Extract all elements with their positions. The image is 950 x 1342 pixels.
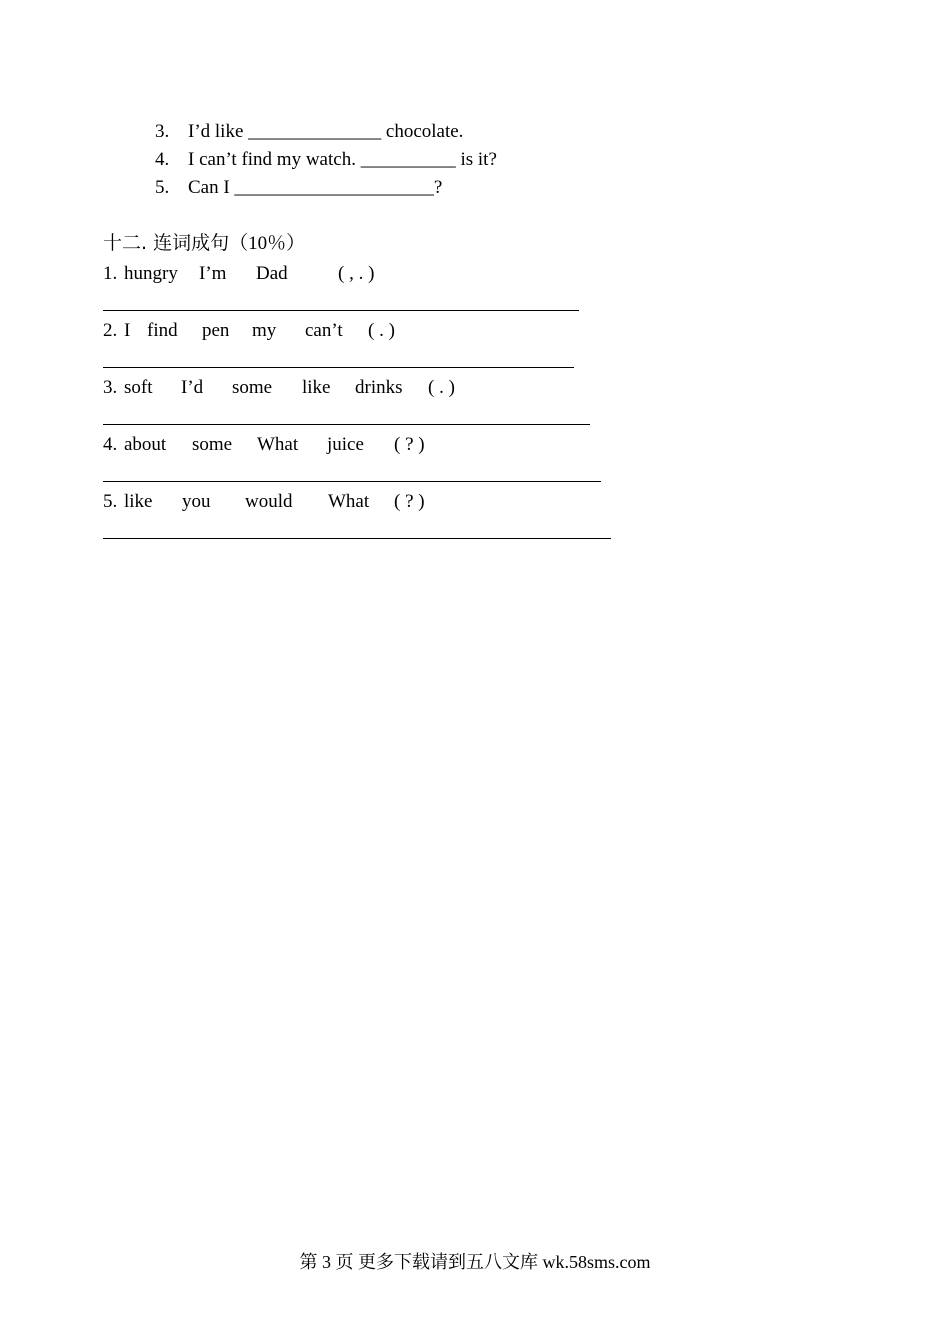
- section-percent: 10％: [248, 233, 287, 254]
- section-title: 十二. 连词成句（: [103, 232, 249, 254]
- punctuation-hint: ( , . ): [338, 263, 375, 284]
- punctuation-hint: ( . ): [368, 320, 395, 341]
- answer-line[interactable]: [103, 424, 590, 425]
- answer-line[interactable]: [103, 481, 601, 482]
- word: juice: [327, 434, 364, 455]
- word: drinks: [355, 377, 403, 398]
- question-number: 3.: [103, 377, 118, 398]
- item-text: I can’t find my watch. __________ is it?: [188, 149, 497, 170]
- punctuation-hint: ( . ): [428, 377, 455, 398]
- word: you: [182, 491, 211, 512]
- word: like: [302, 377, 331, 398]
- word: What: [328, 491, 370, 512]
- word: some: [192, 434, 233, 455]
- question-number: 2.: [103, 320, 118, 341]
- word: I: [124, 320, 131, 341]
- section-title-close: ）: [286, 232, 306, 254]
- word: can’t: [305, 320, 343, 341]
- item-number: 3.: [155, 121, 170, 142]
- section-heading: [103, 234, 305, 253]
- word: What: [257, 434, 299, 455]
- answer-line[interactable]: [103, 538, 611, 539]
- word: about: [124, 434, 167, 455]
- item-text: I’d like ______________ chocolate.: [188, 121, 464, 142]
- answer-line[interactable]: [103, 310, 579, 311]
- word: some: [232, 377, 273, 398]
- item-text: Can I _____________________?: [188, 177, 443, 198]
- word: would: [245, 491, 293, 512]
- question-number: 1.: [103, 263, 118, 284]
- question-number: 4.: [103, 434, 118, 455]
- word: soft: [124, 377, 153, 398]
- item-number: 4.: [155, 149, 170, 170]
- word: Dad: [256, 263, 288, 284]
- word: my: [252, 320, 277, 341]
- item-number: 5.: [155, 177, 170, 198]
- question-number: 5.: [103, 491, 118, 512]
- word: I’m: [199, 263, 227, 284]
- word: pen: [202, 320, 230, 341]
- punctuation-hint: ( ? ): [394, 434, 425, 455]
- punctuation-hint: ( ? ): [394, 491, 425, 512]
- word: I’d: [181, 377, 204, 398]
- word: like: [124, 491, 153, 512]
- word: find: [147, 320, 178, 341]
- page-footer: 第 3 页 更多下载请到五八文库 wk.58sms.com: [299, 1252, 651, 1272]
- word: hungry: [124, 263, 178, 284]
- answer-line[interactable]: [103, 367, 574, 368]
